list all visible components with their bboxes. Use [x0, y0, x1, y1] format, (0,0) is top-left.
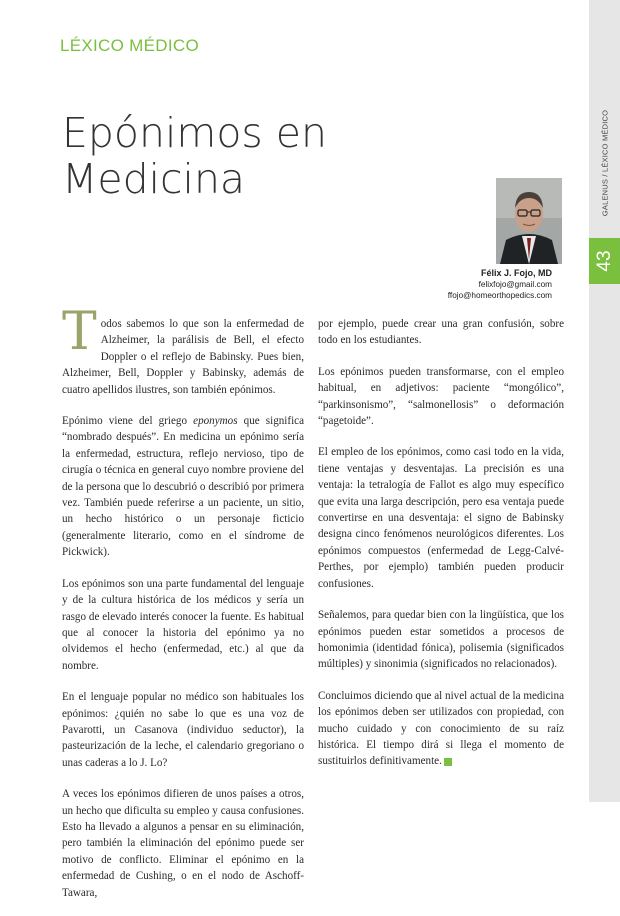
article-column-left	[62, 302, 305, 916]
author-email-2: ffojo@homeorthopedics.com	[447, 291, 552, 300]
section-label: LÉXICO MÉDICO	[60, 36, 199, 55]
paragraph: Los epónimos son una parte fundamental del lenguaje y de la cultura histórica de los médicos y sería un rasgo de elevado interés conocer la fuente. Es habitual que al conocer la historia del epónimo ya no olvidemos el hecho (enfermedad, etc.) al que da nombre.	[62, 577, 304, 672]
paragraph: Los epónimos pueden transformarse, con el empleo habitual, en adjetivos: paciente “mongólico”, “parkinsonismo”, “salmonellosis” o deformación “pagetoide”.	[318, 365, 564, 428]
side-strip	[589, 0, 620, 802]
title-line-1: Epónimos en	[62, 109, 328, 157]
side-label: GALENUS / LÉXICO MÉDICO	[600, 109, 609, 216]
end-mark-icon	[444, 758, 452, 766]
author-name: Félix J. Fojo, MD	[480, 268, 552, 278]
paragraph: Todos sabemos lo que son la enfermedad de Alzheimer, la parálisis de Bell, el efecto Doppler o el reflejo de Babinsky. Pues bien, Alzheimer, Bell, Doppler y Babinsky, además de cuatro apellidos ilustres, son también epónimos.	[62, 302, 304, 396]
paragraph: En el lenguaje popular no médico son habituales los epónimos: ¿quién no sabe lo que es una voz de Pavarotti, un Casanova (individuo seductor), la pasteurización de la leche, el calendario gregoriano o unas caderas a lo J. Lo?	[62, 691, 304, 769]
page-number-box	[589, 238, 620, 284]
author-photo	[496, 178, 562, 264]
paragraph: por ejemplo, puede crear una gran confusión, sobre todo en los estudiantes.	[318, 318, 564, 347]
author-info	[448, 268, 552, 301]
article-title	[62, 110, 382, 202]
article-column-right	[318, 316, 564, 785]
page-number: 43	[593, 250, 615, 272]
paragraph: El empleo de los epónimos, como casi todo en la vida, tiene ventajas y desventajas. La precisión es una ventaja: la tetralogía de Fallot es algo muy específico que evita una larga descripción, pero esa ventaja puede convertirse en una desventaja: el signo de Babinsky designa cinco fenómenos neurológicos diferentes. Los epónimos compuestos (enfermedad de Legg-Calvé-Perthes, por ejemplo) también pueden producir confusiones.	[318, 446, 564, 590]
drop-cap: T	[62, 302, 97, 362]
paragraph: Epónimo viene del griego eponymos que significa “nombrado después”. En medicina un epónimo sería la enfermedad, estructura, reflejo nervioso, tipo de cirugía o técnica en general cuyo nombre proviene del de la persona que lo descubrió o describió por primera vez. También puede referirse a un paciente, un sitio, un hecho histórico o un personaje ficticio (generalmente literario, como en el síndrome de Pickwick).	[62, 415, 305, 559]
paragraph: Concluimos diciendo que al nivel actual de la medicina los epónimos deben ser utilizados con propiedad, con mucho cuidado y con conocimiento de su raíz histórica. El tiempo dirá si llega el momento de sustituirlos definitivamente.	[318, 689, 564, 768]
paragraph: A veces los epónimos difieren de unos países a otros, un hecho que dificulta su empleo y causa confusiones. Esto ha llevado a algunos a pensar en su eliminación, pero también la eliminación del epónimo puede ser motivo de conflicto. Eliminar el epónimo en la enfermedad de Cushing, o en el nodo de Aschoff-Tawara,	[62, 788, 304, 899]
title-line-2: Medicina	[62, 155, 246, 203]
paragraph: Señalemos, para quedar bien con la lingüística, que los epónimos pueden estar sometidos a procesos de homonimia (identidad fónica), polisemia (significados múltiples) y sinonimia (significados no relacionados).	[318, 609, 564, 671]
author-email-1: felixfojo@gmail.com	[478, 280, 552, 289]
